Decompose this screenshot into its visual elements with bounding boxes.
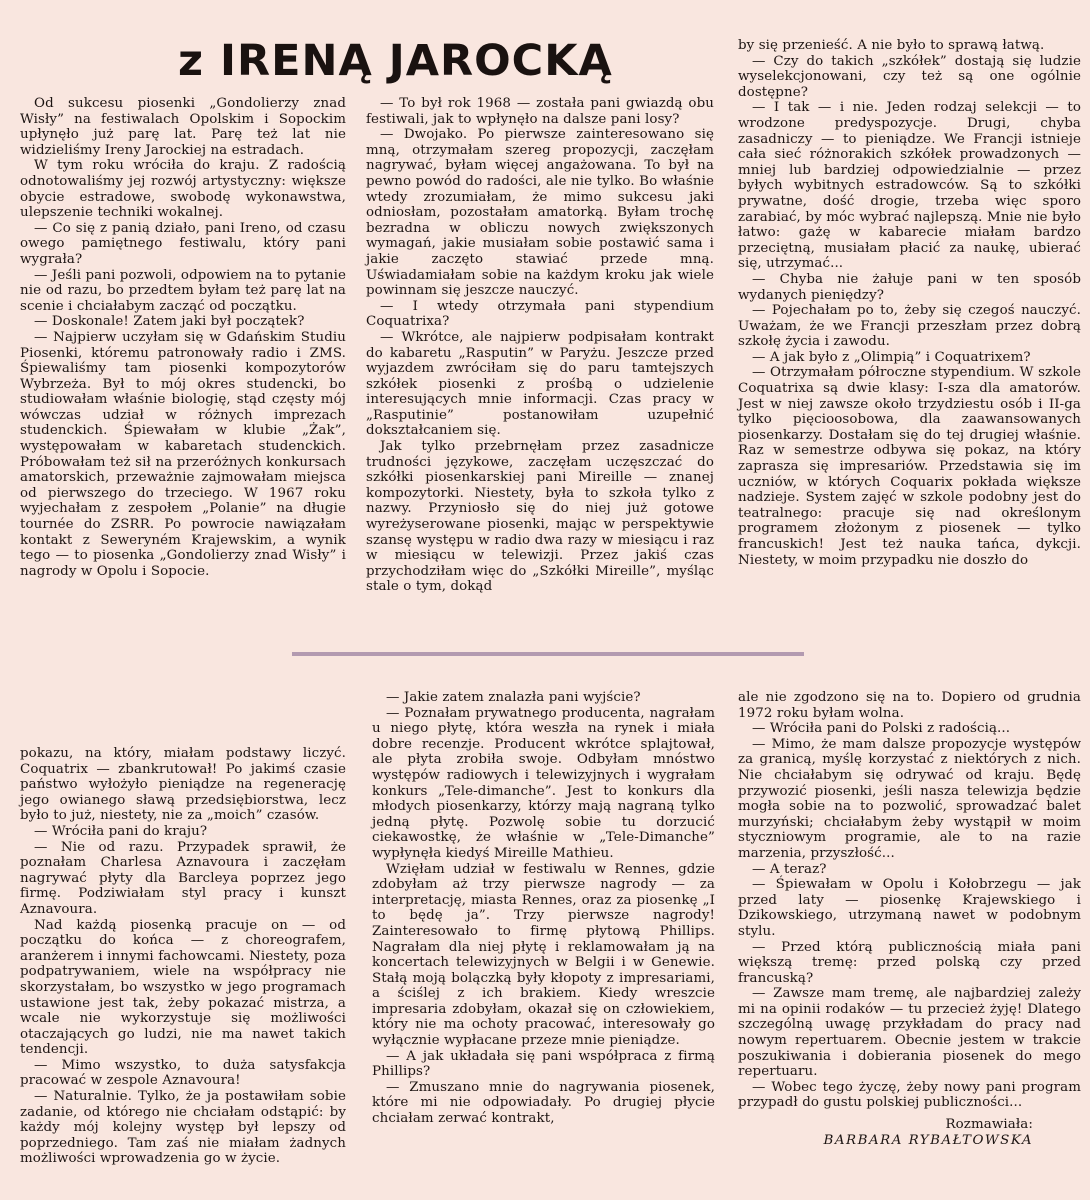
paragraph: — Wróciła pani do kraju? <box>34 823 208 839</box>
paragraph: — Wobec tego życzę, żeby nowy pani program przypadł do gustu polskiej publiczności... <box>738 1079 1081 1111</box>
paragraph: pokazu, na który, miałam podstawy liczyć. Coquatrix — zbankrutował! Po jakimś czasie państwo wyłożyło pieniądze na regenerację jego owianego sławą przedsiębiorstwa, lecz było to już, niestety, nie za „moich” czasów. <box>20 746 346 824</box>
paragraph: — Śpiewałam w Opolu i Kołobrzegu — jak przed laty — piosenkę Krajewskiego i Dzikowskiego, utrzymaną nawet w podobnym stylu. <box>738 877 1081 939</box>
paragraph: by się przenieść. A nie było to sprawą łatwą. <box>738 38 1045 53</box>
signature-label: Rozmawiała: <box>945 1117 1033 1133</box>
signature-author: BARBARA RYBAŁTOWSKA <box>823 1132 1033 1148</box>
text-column-2 <box>366 96 714 595</box>
paragraph: — Zmuszano mnie do nagrywania piosenek, które mi nie odpowiadały. Po drugiej płycie chciałam zerwać kontrakt, <box>372 1079 715 1127</box>
text-column-1 <box>20 96 346 579</box>
paragraph: — Wkrótce, ale najpierw podpisałam kontrakt do kabaretu „Rasputin” w Paryżu. Jeszcze przed wyjazdem zwróciłam się do paru tamtejszych szkółek piosenki z prośbą o udzielenie interesujących mnie informacji. Czas pracy w „Rasputinie” postanowiłam uzupełnić dokształcaniem się. <box>366 329 714 439</box>
section-divider <box>292 652 804 656</box>
paragraph: — Mimo wszystko, to duża satysfakcja pracować w zespole Aznavoura! <box>20 1057 346 1089</box>
paragraph: — Najpierw uczyłam się w Gdańskim Studiu Piosenki, któremu patronowały radio i ZMS. Śpiewaliśmy tam piosenki kompozytorów Wybrzeża. Był to mój okres studencki, bo studiowałam właśnie biologię, stąd częsty mój wówczas udział w różnych imprezach studenckich. Śpiewałam w klubie „Żak”, występowałam w kabaretach studenckich. Próbowałam też sił na przeróżnych konkursach amatorskich, przeważnie zajmowałam miejsca od pierwszego do trzeciego. W 1967 roku wyjechałam z zespołem „Polanie” na długie tournée do ZSRR. Po powrocie nawiązałam kontakt z Seweryném Krajewskim, a wynik tego — to piosenka „Gondolierzy znad Wisły” i nagrody w Opolu i Sopocie. <box>20 329 346 579</box>
paragraph: Wzięłam udział w festiwalu w Rennes, gdzie zdobyłam aż trzy pierwsze nagrody — za interpretację, miasta Rennes, oraz za piosenkę „I to będę ja”. Trzy pierwsze nagrody! Zainteresowało to firmę płytową Phillips. Nagrałam dla niej płytę i reklamowałam ją na koncertach telewizyjnych w Belgii i w Genewie. Stałą moją bolączką były kłopoty z impresariami, a ściślej z ich brakiem. Kiedy wreszcie impresaria zdobyłam, okazał się on człowiekiem, który nie ma ochoty pracować, interesowały go wyłącznie wypłacane przeze mnie pieniądze. <box>372 861 715 1049</box>
paragraph: — Wróciła pani do Polski z radością... <box>752 721 1011 737</box>
paragraph: — A jak było z „Olimpią” i Coquatrixem? <box>752 349 1031 365</box>
paragraph: — Czy do takich „szkółek” dostają się ludzie wyselekcjonowani, czy też są one ogólnie dostępne? <box>738 53 1081 100</box>
paragraph: W tym roku wróciła do kraju. Z radością odnotowaliśmy jej rozwój artystyczny: większe obycie estradowe, swobodę wykonawstwa, ulepszenie techniki wokalnej. <box>20 158 346 221</box>
paragraph: Od sukcesu piosenki „Gondolierzy znad Wisły” na festiwalach Opolskim i Sopockim upłynęło już parę lat. Parę też lat nie widzieliśmy Ireny Jarockiej na estradach. <box>20 96 346 158</box>
paragraph: — Pojechałam po to, żeby się czegoś nauczyć. Uważam, że we Francji przeszłam przez dobrą szkołę życia i zawodu. <box>738 303 1081 350</box>
paragraph: Nad każdą piosenką pracuje on — od początku do końca — z choreografem, aranżerem i innymi fachowcami. Niestety, poza podpatrywaniem, wiele na współpracy nie skorzystałam, bo wszystko w jego programach ustawione jest tak, żeby pokazać mistrza, a wcale nie wykorzystuje się możliwości otaczających go ludzi, nie ma nawet takich tendencji. <box>20 917 346 1058</box>
paragraph: — A teraz? <box>752 861 827 877</box>
text-column-5 <box>372 690 715 1127</box>
paragraph: — Mimo, że mam dalsze propozycje występów za granicą, myślę korzystać z niektórych z nich. Nie chciałabym się odrywać od kraju. Będę przywozić piosenki, jeśli nasza telewizja będzie mogła sobie na to pozwolić, sprowadzać balet murzyński; chciałabym żeby wystąpił w moim styczniowym programie, ale to na razie marzenia, przyszłość... <box>738 736 1081 861</box>
paragraph: Jak tylko przebrnęłam przez zasadnicze trudności językowe, zaczęłam uczęszczać do szkółki piosenkarskiej pani Mireille — znanej kompozytorki. Niestety, była to szkoła tylko z nazwy. Przyniosło się do niej już gotowe wyreżyserowane piosenki, mając w perspektywie szansę występu w radio dwa razy w miesiącu i raz w miesiącu w telewizji. Przez jakiś czas przychodziłam więc do „Szkółki Mireille”, myśląc stale o tym, dokąd <box>366 439 714 595</box>
text-column-6 <box>738 690 1081 1148</box>
paragraph: ale nie zgodzono się na to. Dopiero od grudnia 1972 roku byłam wolna. <box>738 690 1081 721</box>
paragraph: — Poznałam prywatnego producenta, nagrałam u niego płytę, która weszła na rynek i miała dobre recenzje. Producent wkrótce splajtował, ale płyta zrobiła swoje. Odbyłam mnóstwo występów radiowych i telewizyjnych i wygrałam konkurs „Tele-dimanche”. Jest to konkurs dla młodych piosenkarzy, którzy mają nagraną tylko jedną płytę. Pozwolę sobie tu dorzucić ciekawostkę, że właśnie w „Tele-Dimanche” wypłynęła kiedyś Mireille Mathieu. <box>372 705 715 861</box>
paragraph: — Nie od razu. Przypadek sprawił, że poznałam Charlesa Aznavoura i zaczęłam nagrywać płyty dla Barcleya poprzez jego firmę. Podziwiałam styl pracy i kunszt Aznavoura. <box>20 839 346 917</box>
paragraph: — Doskonale! Zatem jaki był początek? <box>34 314 305 330</box>
paragraph: — Co się z panią działo, pani Ireno, od czasu owego pamiętnego festiwalu, który pani wygrała? <box>20 220 346 267</box>
paragraph: — Zawsze mam tremę, ale najbardziej zależy mi na opinii rodaków — tu przecież żyję! Dlatego szczególną uwagę przykładam do pracy nad nowym repertuarem. Obecnie jestem w trakcie poszukiwania i dobierania piosenek do mego repertuaru. <box>738 986 1081 1080</box>
paragraph: — Naturalnie. Tylko, że ja postawiłam sobie zadanie, od którego nie chciałam odstąpić: by każdy mój kolejny występ był lepszy od poprzedniego. Tam zaś nie miałam żadnych możliwości wprowadzenia go w życie. <box>20 1089 346 1167</box>
paragraph: — Przed którą publicznością miała pani większą tremę: przed polską czy przed francuską? <box>738 939 1081 986</box>
text-column-4 <box>20 746 346 1167</box>
text-column-3 <box>738 38 1081 568</box>
paragraph: — I tak — i nie. Jeden rodzaj selekcji — to wrodzone predyspozycje. Drugi, chyba zasadniczy — to pieniądze. We Francji istnieje cała sieć różnorakich szkółek prowadzonych — mniej lub bardziej odpowiedzialnie — przez byłych wybitnych estradowców. Są to szkółki prywatne, dość drogie, trzeba więc sporo zarabiać, by móc wybrać najlepszą. Mnie nie było łatwo: gażę w kabarecie miałam bardzo przeciętną, musiałam płacić za naukę, ubierać się, utrzymać... <box>738 100 1081 272</box>
paragraph: — Dwojako. Po pierwsze zainteresowano się mną, otrzymałam szereg propozycji, zaczęłam nagrywać, byłam więcej angażowana. To był na pewno powód do radości, ale nie tylko. Bo właśnie wtedy zrozumiałam, że mimo sukcesu jaki odniosłam, pozostałam amatorką. Byłam trochę bezradna w obliczu nowych zwiększonych wymagań, jakie musiałam sobie postawić sama i jakie zaczęto stawiać przede mną. Uświadamiałam sobie na każdym kroku jak wiele powinnam się jeszcze nauczyć. <box>366 127 714 299</box>
signature-block <box>738 1117 1081 1148</box>
paragraph: — Jeśli pani pozwoli, odpowiem na to pytanie nie od razu, bo przedtem byłam też parę lat na scenie i chciałabym zacząć od początku. <box>20 267 346 314</box>
paragraph: — Chyba nie żałuje pani w ten sposób wydanych pieniędzy? <box>738 271 1081 303</box>
paragraph: — Otrzymałam półroczne stypendium. W szkole Coquatrixa są dwie klasy: I-sza dla amatorów. Jest w niej zawsze około trzydziestu osób i II-ga tylko pięcioosobowa, dla zaawansowanych piosenkarzy. Dostałam się do tej drugiej właśnie. Raz w semestrze odbywa się pokaz, na który zaprasza się impresariów. Przedstawia się im uczniów, w których Coquarix pokłada większe nadzieje. System zajęć w szkole podobny jest do teatralnego: pracuje się nad określonym programem złożonym z piosenek — tylko francuskich! Jest też nauka tańca, dykcji. Niestety, w moim przypadku nie doszło do <box>738 365 1081 568</box>
paragraph: — Jakie zatem znalazła pani wyjście? <box>386 690 641 705</box>
paragraph: — I wtedy otrzymała pani stypendium Coquatrixa? <box>366 298 714 330</box>
article-title: z IRENĄ JAROCKĄ <box>178 36 613 86</box>
paragraph: — A jak układała się pani współpraca z firmą Phillips? <box>372 1048 715 1080</box>
paragraph: — To był rok 1968 — została pani gwiazdą obu festiwali, jak to wpłynęło na dalsze pani losy? <box>366 96 714 127</box>
